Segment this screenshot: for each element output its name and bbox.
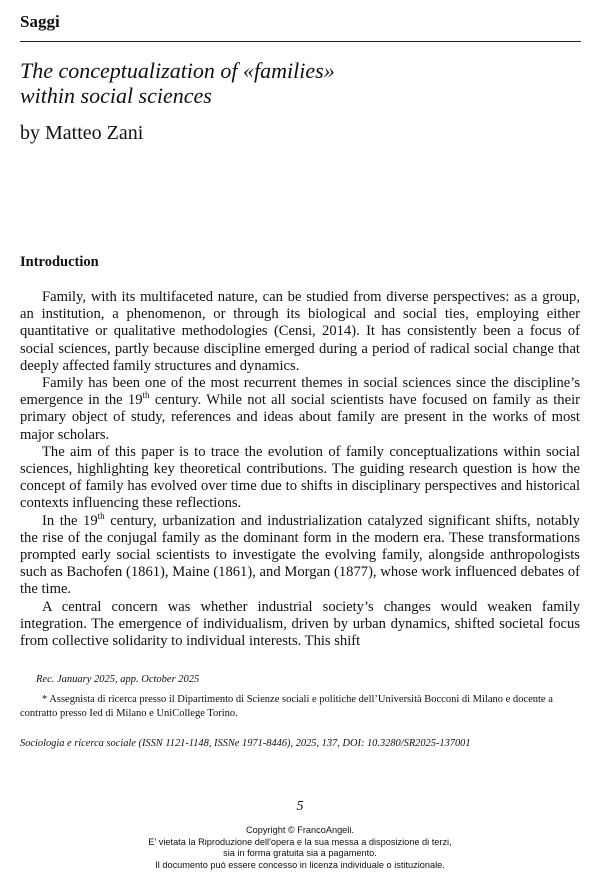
paragraph-2-text-b: century. While not all social scientists have focused on family as their primary object of study, references and ideas about family are present in the works of most major scholars.	[20, 392, 580, 443]
section-heading-introduction: Introduction	[20, 254, 99, 270]
copyright-line-3: sia in forma gratuita sia a pagamento.	[223, 848, 377, 858]
paragraph-4-text-b: century, urbanization and industrialization catalyzed significant shifts, notably the rise of the conjugal family as the dominant form in the modern era. These transformations prompted early social scientists to investigate the evolving family, alongside anthropologists such as Bachofen (1861), Maine (1861), and Morgan (1877), whose work influenced debates of the time.	[20, 512, 580, 598]
author-footnote: * Assegnista di ricerca presso il Dipartimento di Scienze sociali e politiche dell’Università Bocconi di Milano e docente a contratto presso Ied di Milano e UniCollege Torino.	[20, 694, 553, 719]
article-title	[20, 58, 580, 108]
superscript-th: th	[97, 510, 105, 521]
paragraph-5: A central concern was whether industrial society’s changes would weaken family integration. The emergence of individualism, driven by urban dynamics, shifted societal focus from collective solidarity to individual interests. This shift	[20, 598, 580, 650]
superscript-th: th	[142, 390, 150, 401]
received-dates: Rec. January 2025, app. October 2025	[36, 674, 200, 685]
copyright-line-4: Il documento può essere concesso in licenza individuale o istituzionale.	[155, 859, 445, 870]
copyright-line-2: E' vietata la Riproduzione dell'opera e la sua messa a disposizione di terzi,	[148, 836, 452, 847]
article-title-line-2: within social sciences	[20, 83, 212, 108]
copyright-notice	[0, 825, 600, 871]
journal-citation: Sociologia e ricerca sociale (ISSN 1121-1148, ISSNe 1971-8446), 2025, 137, DOI: 10.3280/SR2025-137001	[20, 738, 471, 749]
paragraph-2-text-a: Family has been one of the most recurrent themes in social sciences since the discipline’s emergence in the 19	[20, 375, 580, 409]
article-author: by Matteo Zani	[20, 122, 144, 144]
article-body	[20, 289, 580, 650]
paragraph-2	[20, 375, 580, 444]
article-title-line-1: The conceptualization of «families»	[20, 58, 335, 83]
paragraph-3: The aim of this paper is to trace the evolution of family conceptualizations within social sciences, highlighting key theoretical contributions. The guiding research question is how the concept of family has evolved over time due to shifts in disciplinary perspectives and historical contexts influencing these reflections.	[20, 443, 580, 512]
paragraph-4	[20, 510, 580, 599]
section-label: Saggi	[20, 12, 60, 31]
copyright-line-1: Copyright © FrancoAngeli.	[246, 825, 354, 835]
paragraph-4-text-a: In the 19	[42, 512, 98, 529]
header-rule	[20, 41, 581, 42]
paragraph-1: Family, with its multifaceted nature, can be studied from diverse perspectives: as a group, an institution, a phenomenon, or through its biological and social ties, employing either quantitative or qualitative methodologies (Censi, 2014). It has consistently been a focus of social sciences, partly because discipline emerged during a period of radical social change that deeply affected family structures and dynamics.	[20, 289, 580, 374]
page-number: 5	[296, 799, 304, 814]
